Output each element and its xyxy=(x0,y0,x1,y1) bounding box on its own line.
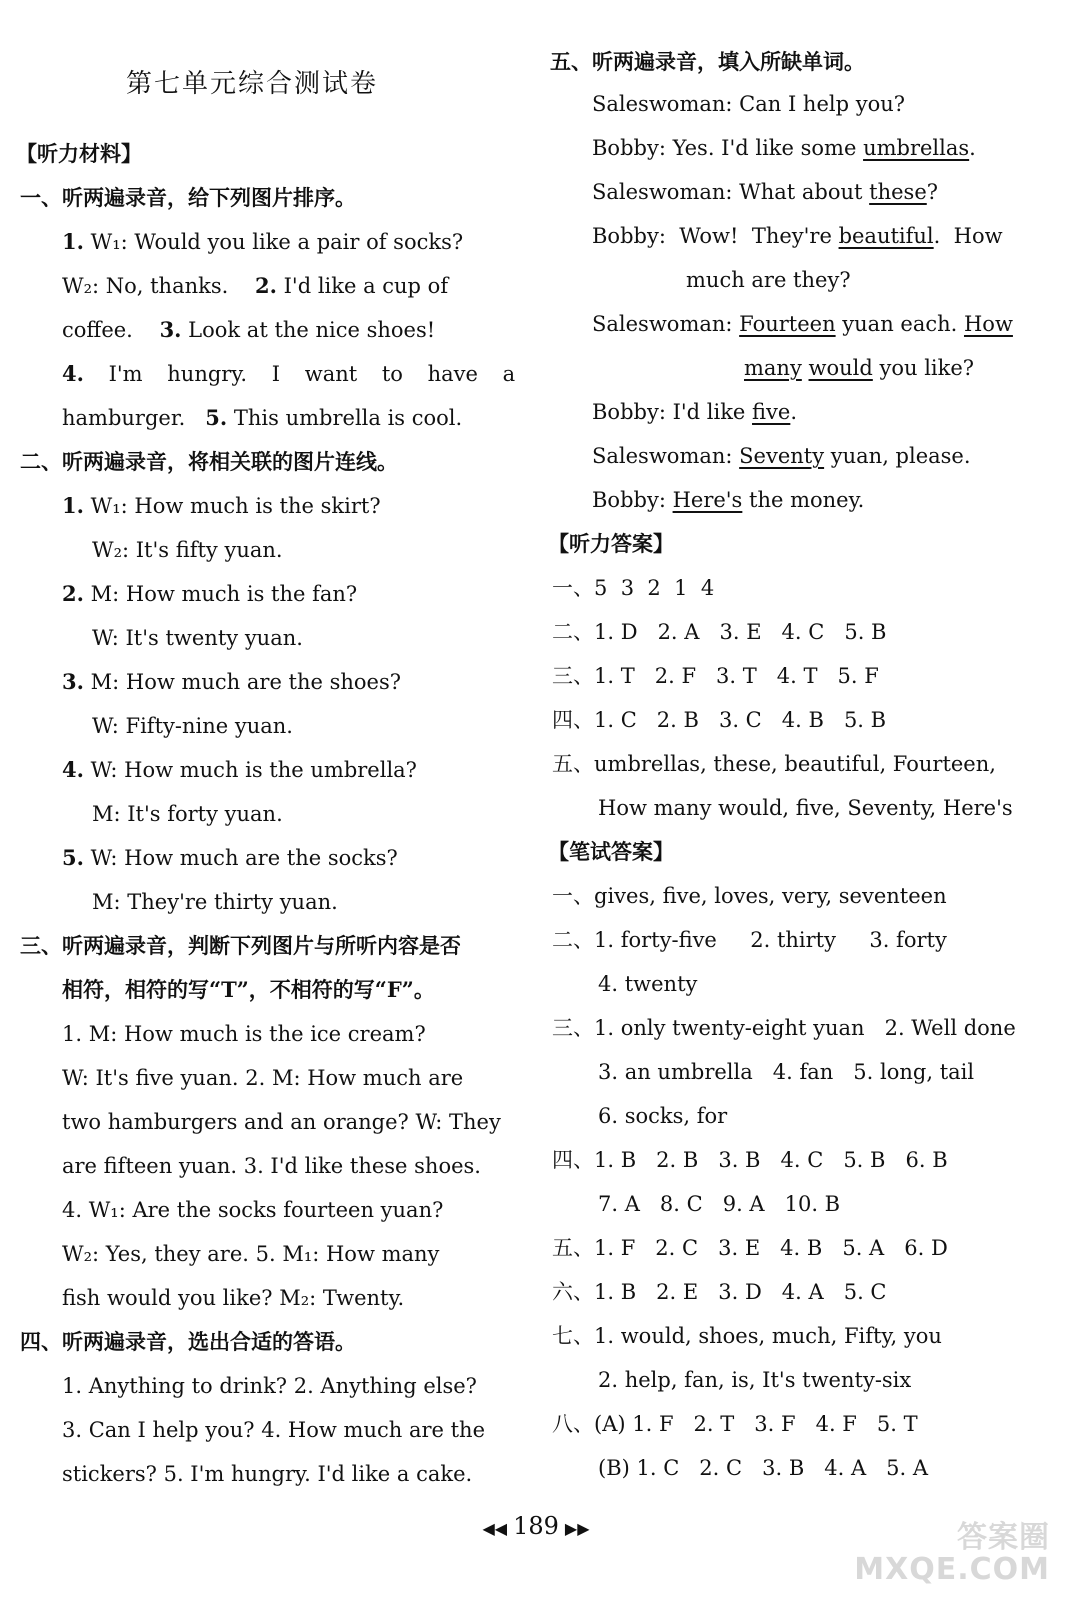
next-arrows-icon: ▶▶ xyxy=(564,1519,590,1538)
s4-line-3: stickers? 5. I'm hungry. I'd like a cake. xyxy=(62,1462,473,1486)
dialogue-line-3: Saleswoman: What about these? xyxy=(592,180,939,204)
written-answer-4: 四、1. B 2. B 3. B 4. C 5. B 6. B xyxy=(552,1148,948,1172)
listening-answer-2: 二、1. D 2. A 3. E 4. C 5. B xyxy=(552,620,887,644)
s1-line-5: hamburger. 5. This umbrella is cool. xyxy=(62,405,463,430)
section-3-heading-1: 三、听两遍录音，判断下列图片与所听内容是否 xyxy=(20,933,461,958)
s2-item-4-a: M: It's forty yuan. xyxy=(92,802,283,826)
written-answer-7b: 2. help, fan, is, It's twenty-six xyxy=(598,1368,912,1392)
dialogue-line-2: Bobby: Yes. I'd like some umbrellas. xyxy=(592,136,976,160)
s1-line-2: W₂: No, thanks. 2. I'd like a cup of xyxy=(62,273,449,298)
written-answer-8b: (B) 1. C 2. C 3. B 4. A 5. A xyxy=(598,1456,929,1480)
written-answer-2b: 4. twenty xyxy=(598,972,698,996)
blank-answer: Fourteen xyxy=(739,312,836,336)
s4-line-2: 3. Can I help you? 4. How much are the xyxy=(62,1418,485,1442)
s2-item-2-a: W: It's twenty yuan. xyxy=(92,626,303,650)
written-answer-4b: 7. A 8. C 9. A 10. B xyxy=(598,1192,841,1216)
s3-line-6: W₂: Yes, they are. 5. M₁: How many xyxy=(62,1242,440,1266)
listening-answer-3: 三、1. T 2. F 3. T 4. T 5. F xyxy=(552,664,879,688)
page-number: 189 xyxy=(513,1512,559,1540)
s3-line-2: W: It's five yuan. 2. M: How much are xyxy=(62,1066,464,1090)
blank-answer: Here's xyxy=(672,488,743,512)
s3-line-3: two hamburgers and an orange? W: They xyxy=(62,1110,501,1134)
s3-line-5: 4. W₁: Are the socks fourteen yuan? xyxy=(62,1198,444,1222)
blank-answer: beautiful xyxy=(838,224,934,248)
s2-item-5-a: M: They're thirty yuan. xyxy=(92,890,338,914)
dialogue-line-7: many would you like? xyxy=(744,356,975,380)
dialogue-line-9: Saleswoman: Seventy yuan, please. xyxy=(592,444,971,468)
s2-item-1-a: W₂: It's fifty yuan. xyxy=(92,538,283,562)
watermark-logo: 答案圈 MXQE.COM xyxy=(854,1520,1050,1587)
s2-item-5-q: 5. W: How much are the socks? xyxy=(62,845,398,870)
dialogue-line-6: Saleswoman: Fourteen yuan each. How xyxy=(592,312,1013,336)
s3-line-7: fish would you like? M₂: Twenty. xyxy=(62,1286,405,1310)
dialogue-line-1: Saleswoman: Can I help you? xyxy=(592,92,905,116)
dialogue-line-10: Bobby: Here's the money. xyxy=(592,488,865,512)
listening-answer-5b: How many would, five, Seventy, Here's xyxy=(598,796,1013,820)
blank-answer: Seventy xyxy=(739,444,825,468)
blank-answer: many xyxy=(744,356,802,380)
dialogue-line-5: much are they? xyxy=(686,268,851,292)
written-answers-header: 【笔试答案】 xyxy=(548,839,674,864)
dialogue-line-8: Bobby: I'd like five. xyxy=(592,400,798,424)
listening-material-header: 【听力材料】 xyxy=(16,141,142,166)
written-answer-8a: 八、(A) 1. F 2. T 3. F 4. F 5. T xyxy=(552,1412,918,1436)
blank-answer: umbrellas xyxy=(863,136,970,160)
listening-answer-4: 四、1. C 2. B 3. C 4. B 5. B xyxy=(552,708,887,732)
section-2-heading: 二、听两遍录音，将相关联的图片连线。 xyxy=(20,449,398,474)
written-answer-2: 二、1. forty-five 2. thirty 3. forty xyxy=(552,928,947,952)
written-answer-7: 七、1. would, shoes, much, Fifty, you xyxy=(552,1324,942,1348)
s3-line-1: 1. M: How much is the ice cream? xyxy=(62,1022,426,1046)
s2-item-1-q: 1. W₁: How much is the skirt? xyxy=(62,493,381,518)
s2-item-4-q: 4. W: How much is the umbrella? xyxy=(62,757,417,782)
s4-line-1: 1. Anything to drink? 2. Anything else? xyxy=(62,1374,477,1398)
s1-line-1: 1. W₁: Would you like a pair of socks? xyxy=(62,229,464,254)
listening-answer-5a: 五、umbrellas, these, beautiful, Fourteen, xyxy=(552,752,996,776)
blank-answer: would xyxy=(808,356,873,380)
section-3-heading-2: 相符，相符的写“T”，不相符的写“F”。 xyxy=(62,977,435,1002)
blank-answer: five xyxy=(752,400,791,424)
page-title: 第七单元综合测试卷 xyxy=(126,69,379,99)
prev-arrows-icon: ◀◀ xyxy=(482,1519,508,1538)
written-answer-6: 六、1. B 2. E 3. D 4. A 5. C xyxy=(552,1280,887,1304)
written-answer-3b: 3. an umbrella 4. fan 5. long, tail xyxy=(598,1060,975,1084)
s2-item-2-q: 2. M: How much is the fan? xyxy=(62,581,358,606)
s3-line-4: are fifteen yuan. 3. I'd like these shoes. xyxy=(62,1154,481,1178)
s2-item-3-q: 3. M: How much are the shoes? xyxy=(62,669,402,694)
dialogue-line-4: Bobby: Wow! They're beautiful. How xyxy=(592,224,1003,248)
blank-answer: these xyxy=(869,180,927,204)
written-answer-5: 五、1. F 2. C 3. E 4. B 5. A 6. D xyxy=(552,1236,948,1260)
section-1-heading: 一、听两遍录音，给下列图片排序。 xyxy=(20,185,356,210)
blank-answer: How xyxy=(963,312,1013,336)
written-answer-3c: 6. socks, for xyxy=(598,1104,728,1128)
listening-answers-header: 【听力答案】 xyxy=(548,531,674,556)
s1-line-4: 4. I'm hungry. I want to have a xyxy=(62,361,516,386)
section-4-heading: 四、听两遍录音，选出合适的答语。 xyxy=(20,1329,356,1354)
section-5-heading: 五、听两遍录音，填入所缺单词。 xyxy=(550,49,865,74)
listening-answer-1: 一、5 3 2 1 4 xyxy=(552,576,715,600)
s2-item-3-a: W: Fifty-nine yuan. xyxy=(92,714,293,738)
s1-line-3: coffee. 3. Look at the nice shoes! xyxy=(62,317,436,342)
written-answer-3: 三、1. only twenty-eight yuan 2. Well done xyxy=(552,1016,1016,1040)
written-answer-1: 一、gives, five, loves, very, seventeen xyxy=(552,884,947,908)
